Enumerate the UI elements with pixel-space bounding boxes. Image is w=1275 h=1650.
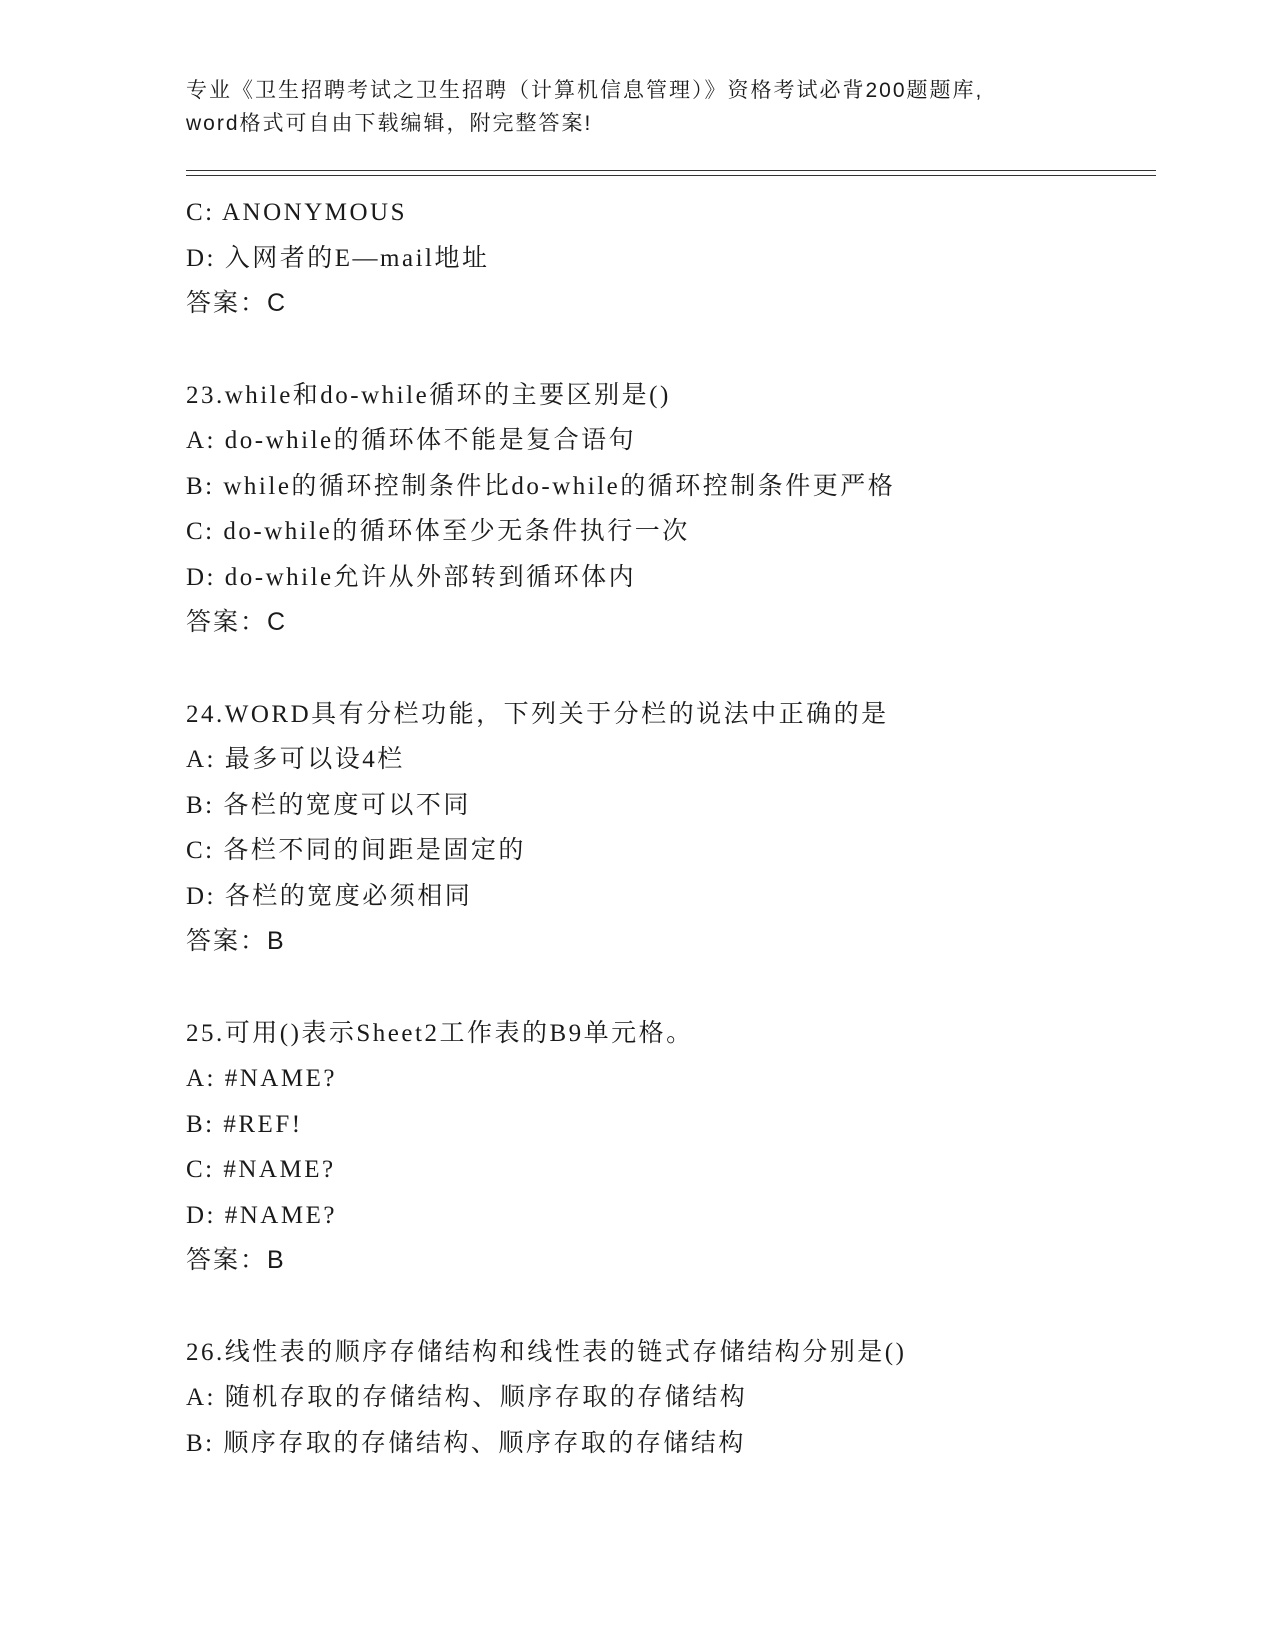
- question-title: 26.线性表的顺序存储结构和线性表的链式存储结构分别是(): [186, 1338, 907, 1366]
- answer-line: 答案：C: [186, 289, 288, 317]
- header-title-line-1: 专业《卫生招聘考试之卫生招聘（计算机信息管理）》资格考试必背200题题库,: [186, 79, 984, 102]
- option-a: A: #NAME?: [186, 1065, 337, 1092]
- option-d: D: #NAME?: [186, 1201, 337, 1229]
- option-a: A: 随机存取的存储结构、顺序存取的存储结构: [186, 1384, 748, 1411]
- question-spacer: [186, 327, 1156, 373]
- question-title: 25.可用()表示Sheet2工作表的B9单元格。: [186, 1019, 694, 1047]
- document-page: [186, 74, 1156, 1466]
- question-spacer: [186, 646, 1156, 692]
- option-b: B: #REF!: [186, 1110, 303, 1138]
- answer-line: 答案：B: [186, 1246, 286, 1274]
- question-title: 24.WORD具有分栏功能，下列关于分栏的说法中正确的是: [186, 700, 889, 728]
- question-25: [186, 1011, 1156, 1284]
- question-26: [186, 1330, 1156, 1467]
- question-title: 23.while和do-while循环的主要区别是(): [186, 381, 671, 409]
- option-a: A: 最多可以设4栏: [186, 746, 405, 773]
- option-a: A: do-while的循环体不能是复合语句: [186, 427, 637, 454]
- option-c: C: #NAME?: [186, 1156, 336, 1183]
- option-b: B: while的循环控制条件比do-while的循环控制条件更严格: [186, 472, 896, 500]
- option-d: D: 各栏的宽度必须相同: [186, 882, 473, 910]
- answer-line: 答案：B: [186, 927, 286, 955]
- previous-question-tail: [186, 190, 1156, 327]
- question-24: [186, 692, 1156, 965]
- option-c: C: ANONYMOUS: [186, 199, 408, 226]
- option-c: C: do-while的循环体至少无条件执行一次: [186, 518, 690, 545]
- option-b: B: 各栏的宽度可以不同: [186, 791, 471, 819]
- answer-line: 答案：C: [186, 608, 288, 636]
- header-title-line-2: word格式可自由下载编辑，附完整答案!: [186, 112, 593, 135]
- question-spacer: [186, 1284, 1156, 1330]
- header-divider: [186, 170, 1156, 176]
- question-23: [186, 373, 1156, 646]
- document-header: [186, 74, 1156, 140]
- option-b: B: 顺序存取的存储结构、顺序存取的存储结构: [186, 1429, 746, 1457]
- question-spacer: [186, 965, 1156, 1011]
- option-d: D: 入网者的E—mail地址: [186, 244, 490, 272]
- option-c: C: 各栏不同的间距是固定的: [186, 837, 526, 864]
- option-d: D: do-while允许从外部转到循环体内: [186, 563, 637, 591]
